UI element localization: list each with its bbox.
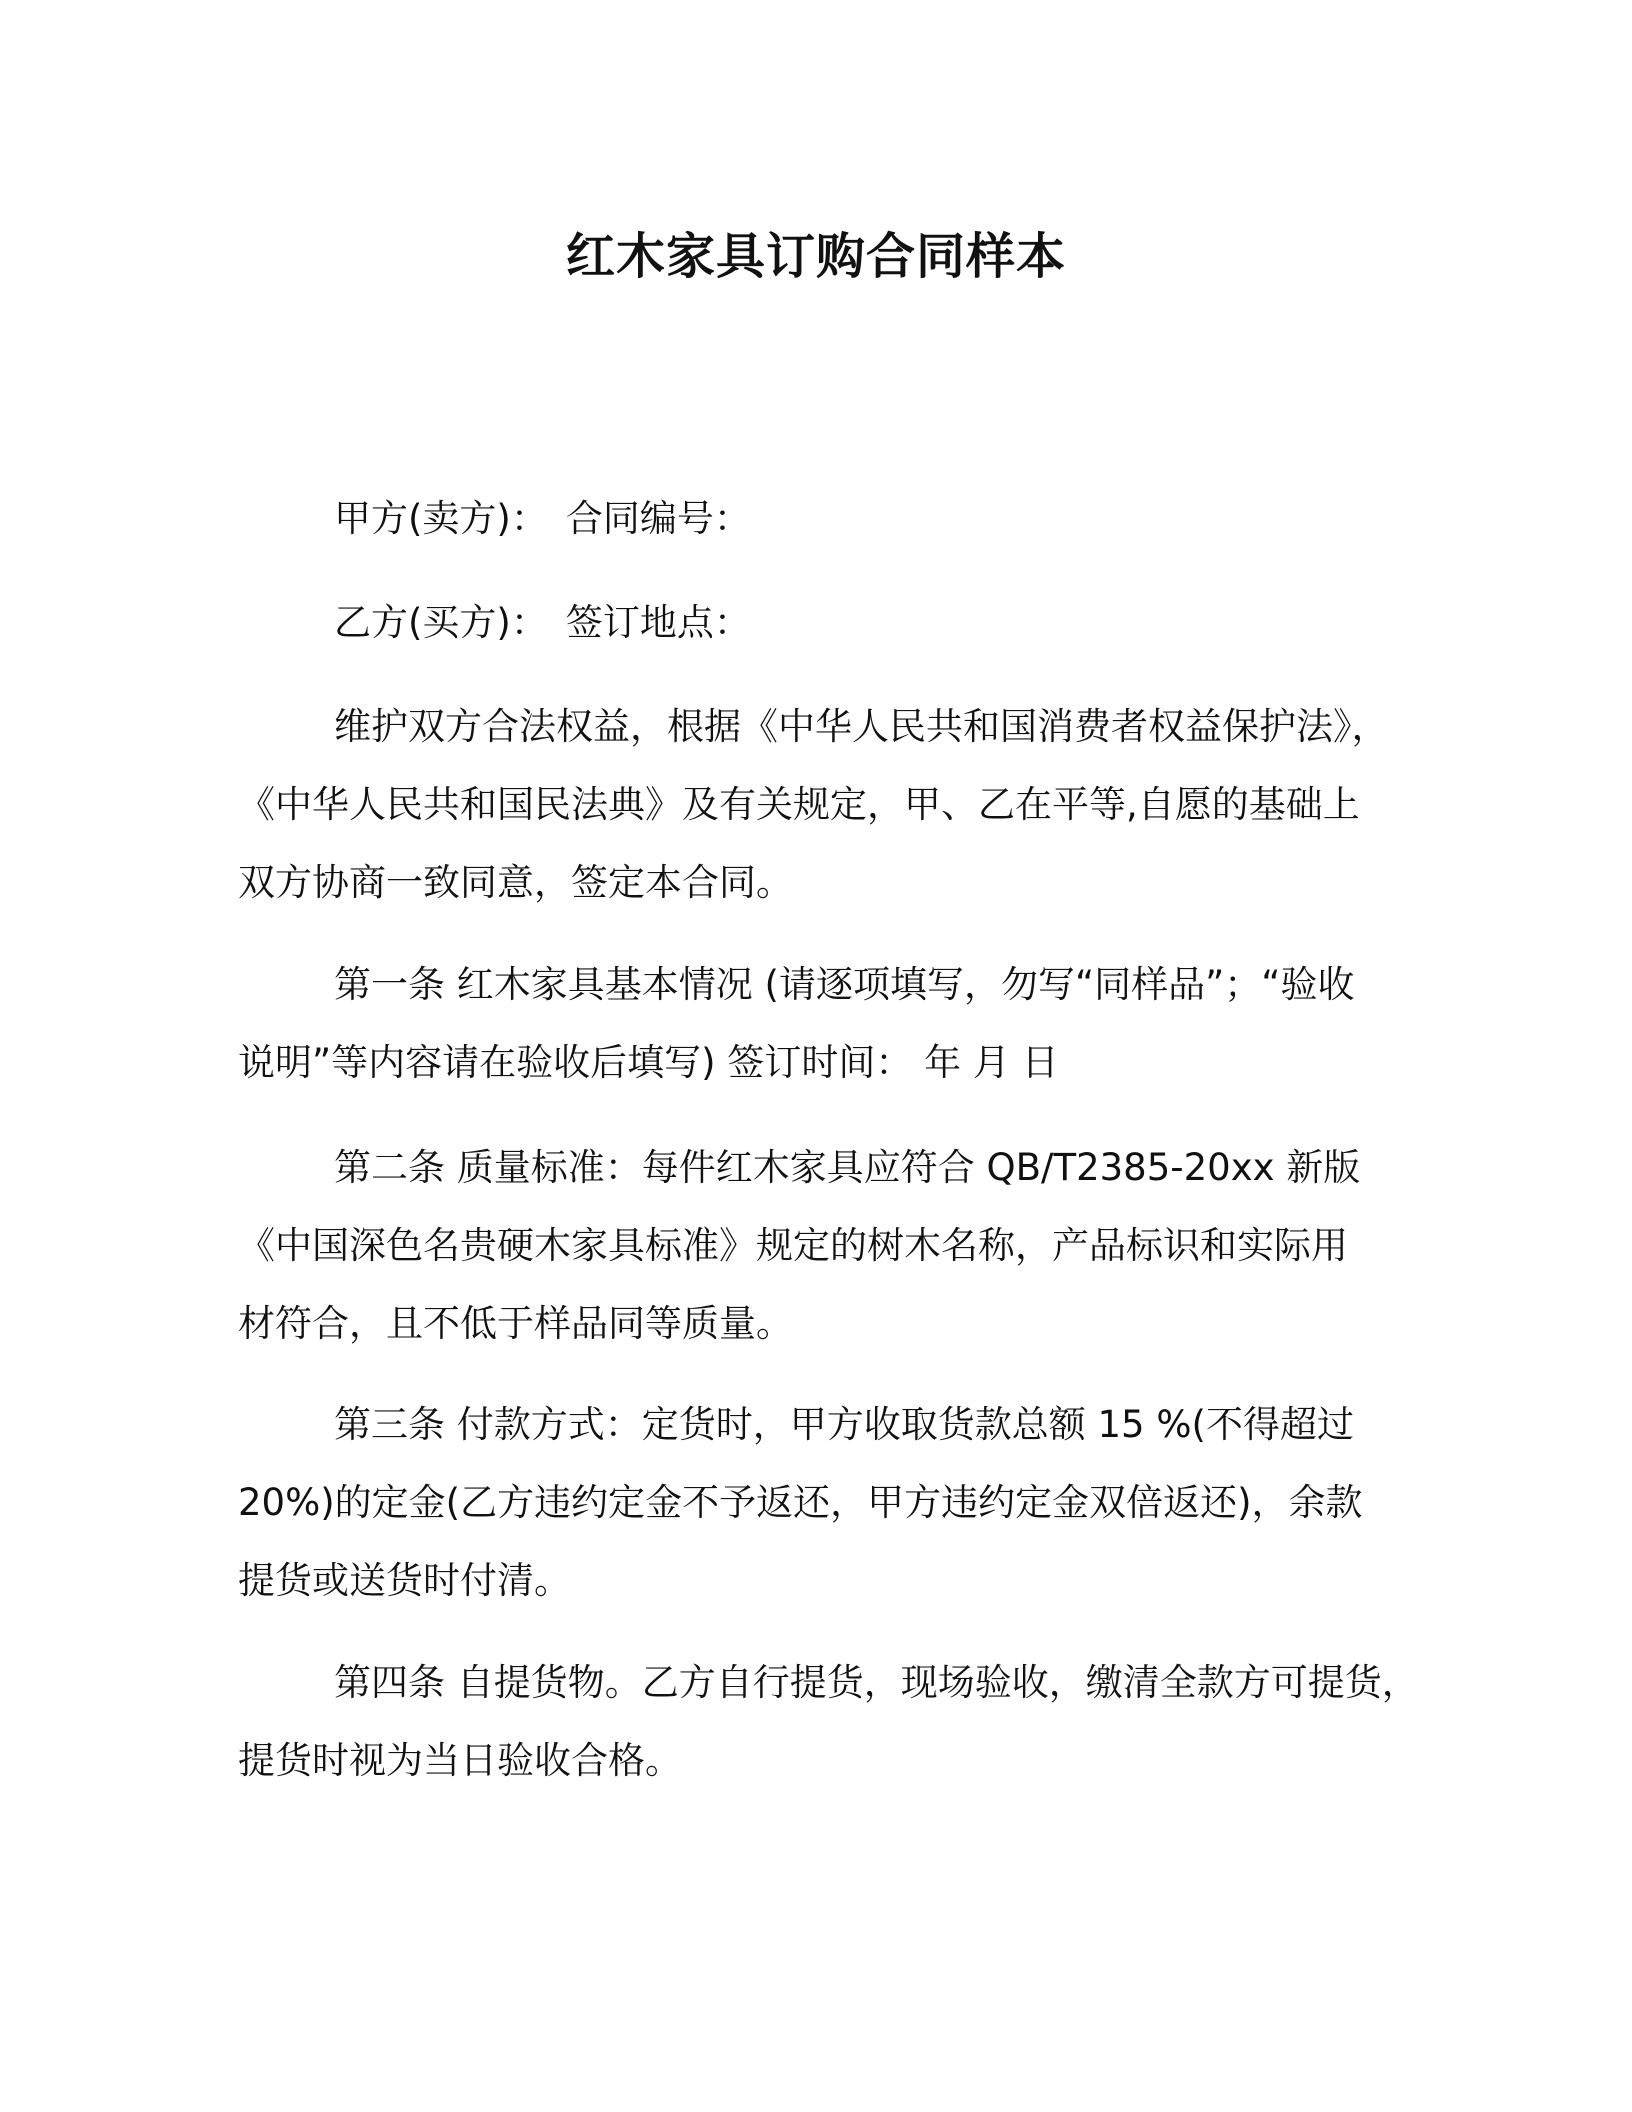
article-3-line-2: 20%)的定金(乙方违约定金不予返还，甲方违约定金双倍返还)，余款 bbox=[238, 1481, 1363, 1524]
sign-place-label: 签订地点： bbox=[565, 601, 751, 644]
document-title: 红木家具订购合同样本 bbox=[565, 228, 1066, 285]
article-4-line-2: 提货时视为当日验收合格。 bbox=[238, 1739, 682, 1782]
article-1-paragraph bbox=[238, 946, 1418, 1102]
article-2-line-1: 第二条 质量标准：每件红木家具应符合 QB/T2385-20xx 新版 bbox=[334, 1146, 1361, 1189]
article-3-line-1: 第三条 付款方式：定货时，甲方收取货款总额 15 %(不得超过 bbox=[334, 1403, 1354, 1446]
party-a-line bbox=[238, 480, 1418, 558]
article-4-line-1: 第四条 自提货物。乙方自行提货，现场验收，缴清全款方可提货， bbox=[334, 1661, 1419, 1704]
party-b-row bbox=[238, 584, 1418, 662]
article-2-line-2: 《中国深色名贵硬木家具标准》规定的树木名称，产品标识和实际用 bbox=[238, 1224, 1348, 1267]
intro-line-1: 维护双方合法权益，根据《中华人民共和国消费者权益保护法》， bbox=[334, 705, 1389, 748]
contract-no-label: 合同编号： bbox=[565, 497, 751, 540]
party-a-label: 甲方(卖方)： bbox=[334, 497, 548, 540]
party-b-label: 乙方(买方)： bbox=[334, 601, 548, 644]
party-a-row bbox=[238, 480, 1418, 558]
article-1-line-2: 说明”等内容请在验收后填写) 签订时间： 年 月 日 bbox=[238, 1041, 1059, 1084]
intro-paragraph bbox=[238, 688, 1418, 922]
article-1-line-1: 第一条 红木家具基本情况 (请逐项填写，勿写“同样品”；“验收 bbox=[334, 963, 1355, 1006]
article-2-paragraph bbox=[238, 1129, 1418, 1363]
intro-line-3: 双方协商一致同意，签定本合同。 bbox=[238, 861, 793, 904]
intro-line-2: 《中华人民共和国民法典》及有关规定，甲、乙在平等,自愿的基础上 bbox=[238, 783, 1360, 826]
article-3-line-3: 提货或送货时付清。 bbox=[238, 1559, 571, 1602]
article-4-paragraph bbox=[238, 1644, 1418, 1800]
article-2-line-3: 材符合，且不低于样品同等质量。 bbox=[238, 1302, 793, 1345]
article-3-paragraph bbox=[238, 1386, 1418, 1620]
party-b-line bbox=[238, 584, 1418, 662]
